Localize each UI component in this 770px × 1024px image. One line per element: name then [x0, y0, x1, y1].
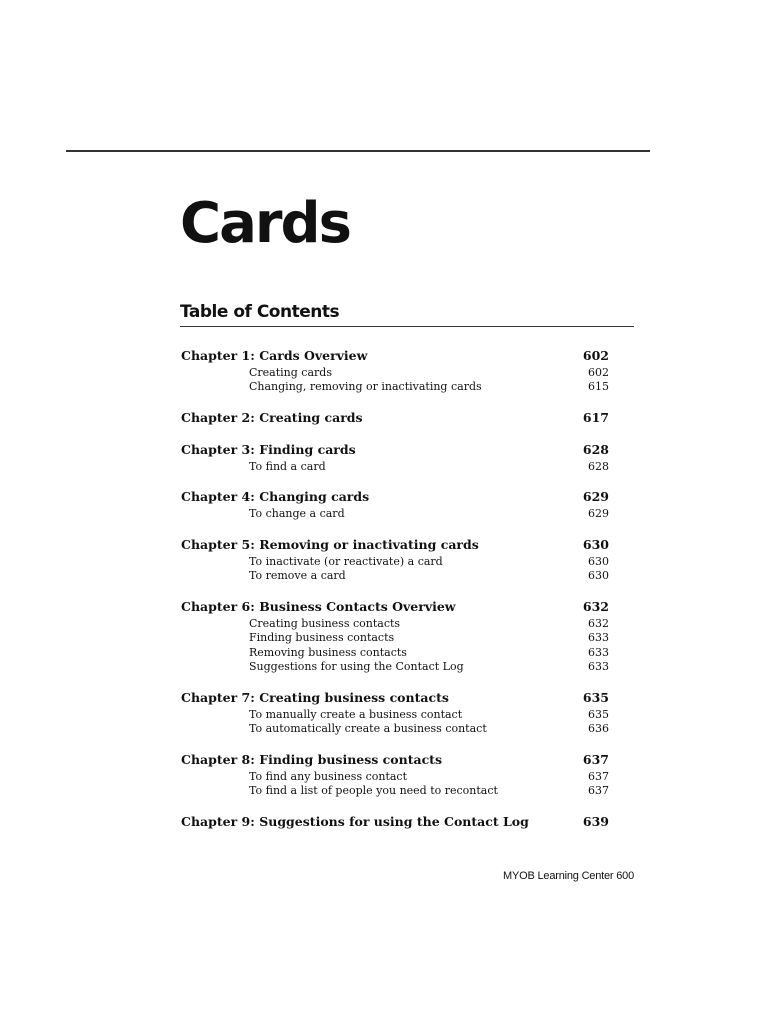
- toc-chapter-row[interactable]: [181, 812, 609, 830]
- toc-chapter: [181, 440, 609, 474]
- toc-chapter-row[interactable]: [181, 346, 609, 364]
- toc-subitem[interactable]: [181, 707, 609, 722]
- toc-chapter-row[interactable]: [181, 688, 609, 706]
- chapter-title: Chapter 7: Creating business contacts: [181, 689, 449, 705]
- subitem-title: To manually create a business contact: [249, 707, 463, 721]
- subitem-title: To automatically create a business contact: [249, 722, 487, 736]
- subitem-title: To inactivate (or reactivate) a card: [249, 554, 443, 568]
- toc-subitems: [181, 459, 609, 474]
- chapter-title: Chapter 8: Finding business contacts: [181, 751, 442, 767]
- subitem-page-number: 633: [588, 645, 609, 659]
- subitem-title: Removing business contacts: [249, 645, 407, 659]
- toc-subitem[interactable]: [181, 459, 609, 474]
- toc-subitems: [181, 365, 609, 394]
- toc-subitem[interactable]: [181, 569, 609, 584]
- toc-subitem[interactable]: [181, 554, 609, 569]
- toc-subitem[interactable]: [181, 365, 609, 380]
- toc-chapter: [181, 488, 609, 522]
- subitem-page-number: 637: [588, 769, 609, 783]
- toc-chapter-row[interactable]: [181, 488, 609, 506]
- toc-subitem[interactable]: [181, 784, 609, 799]
- toc-chapter: [181, 408, 609, 426]
- chapter-title: Chapter 1: Cards Overview: [181, 347, 368, 363]
- chapter-page-number: 629: [582, 489, 609, 504]
- toc-subitems: [181, 507, 609, 522]
- table-of-contents: [181, 346, 609, 844]
- chapter-title: Chapter 6: Business Contacts Overview: [181, 598, 456, 614]
- chapter-title: Chapter 9: Suggestions for using the Contact Log: [181, 813, 529, 829]
- chapter-page-number: 602: [582, 347, 609, 363]
- subitem-page-number: 629: [588, 507, 609, 521]
- subitem-page-number: 637: [588, 784, 609, 798]
- subitem-page-number: 633: [588, 631, 609, 645]
- chapter-title: Chapter 2: Creating cards: [181, 409, 363, 425]
- subitem-title: To remove a card: [249, 569, 346, 583]
- chapter-title: Chapter 4: Changing cards: [181, 489, 370, 504]
- subitem-page-number: 630: [588, 554, 609, 568]
- toc-chapter-row[interactable]: [181, 535, 609, 553]
- toc-heading: Table of Contents: [180, 302, 340, 322]
- subitem-page-number: 636: [588, 722, 609, 736]
- toc-subitem[interactable]: [181, 631, 609, 646]
- chapter-page-number: 639: [582, 813, 609, 829]
- subitem-title: Changing, removing or inactivating cards: [249, 380, 482, 394]
- subitem-page-number: 635: [588, 707, 609, 721]
- toc-chapter-row[interactable]: [181, 408, 609, 426]
- toc-chapter: [181, 812, 609, 830]
- subitem-title: Suggestions for using the Contact Log: [249, 660, 464, 674]
- chapter-page-number: 637: [582, 751, 609, 767]
- subitem-title: To find a card: [249, 459, 326, 473]
- toc-subitems: [181, 769, 609, 798]
- toc-subitems: [181, 554, 609, 583]
- chapter-title: Chapter 3: Finding cards: [181, 441, 356, 457]
- toc-chapter-row[interactable]: [181, 750, 609, 768]
- toc-subitem[interactable]: [181, 645, 609, 660]
- subitem-title: To find a list of people you need to recontact: [249, 784, 498, 798]
- toc-subitem[interactable]: [181, 660, 609, 675]
- toc-chapter: [181, 535, 609, 583]
- toc-chapter-row[interactable]: [181, 440, 609, 458]
- toc-subitem[interactable]: [181, 380, 609, 395]
- toc-subitems: [181, 707, 609, 736]
- page-footer: MYOB Learning Center 600: [503, 870, 634, 882]
- toc-subitem[interactable]: [181, 769, 609, 784]
- toc-subitems: [181, 616, 609, 674]
- subitem-title: Creating cards: [249, 365, 332, 379]
- top-divider: [66, 150, 650, 152]
- chapter-page-number: 632: [582, 598, 609, 614]
- chapter-page-number: 635: [582, 689, 609, 705]
- subitem-page-number: 630: [588, 569, 609, 583]
- toc-subitem[interactable]: [181, 616, 609, 631]
- toc-chapter: [181, 597, 609, 674]
- subitem-title: To change a card: [249, 507, 345, 521]
- subitem-page-number: 632: [588, 616, 609, 630]
- toc-divider: [180, 326, 634, 327]
- subitem-title: To find any business contact: [249, 769, 408, 783]
- subitem-page-number: 633: [588, 660, 609, 674]
- chapter-page-number: 628: [582, 441, 609, 457]
- subitem-page-number: 602: [588, 365, 609, 379]
- toc-chapter-row[interactable]: [181, 597, 609, 615]
- toc-chapter: [181, 750, 609, 798]
- chapter-title: Chapter 5: Removing or inactivating cards: [181, 536, 479, 552]
- subitem-page-number: 628: [588, 459, 609, 473]
- subitem-title: Finding business contacts: [249, 631, 395, 645]
- chapter-page-number: 617: [582, 409, 609, 425]
- toc-chapter: [181, 688, 609, 736]
- subitem-title: Creating business contacts: [249, 616, 401, 630]
- toc-chapter: [181, 346, 609, 394]
- toc-subitem[interactable]: [181, 722, 609, 737]
- page-title: Cards: [180, 191, 350, 256]
- chapter-page-number: 630: [582, 536, 609, 552]
- toc-subitem[interactable]: [181, 507, 609, 522]
- subitem-page-number: 615: [588, 380, 609, 394]
